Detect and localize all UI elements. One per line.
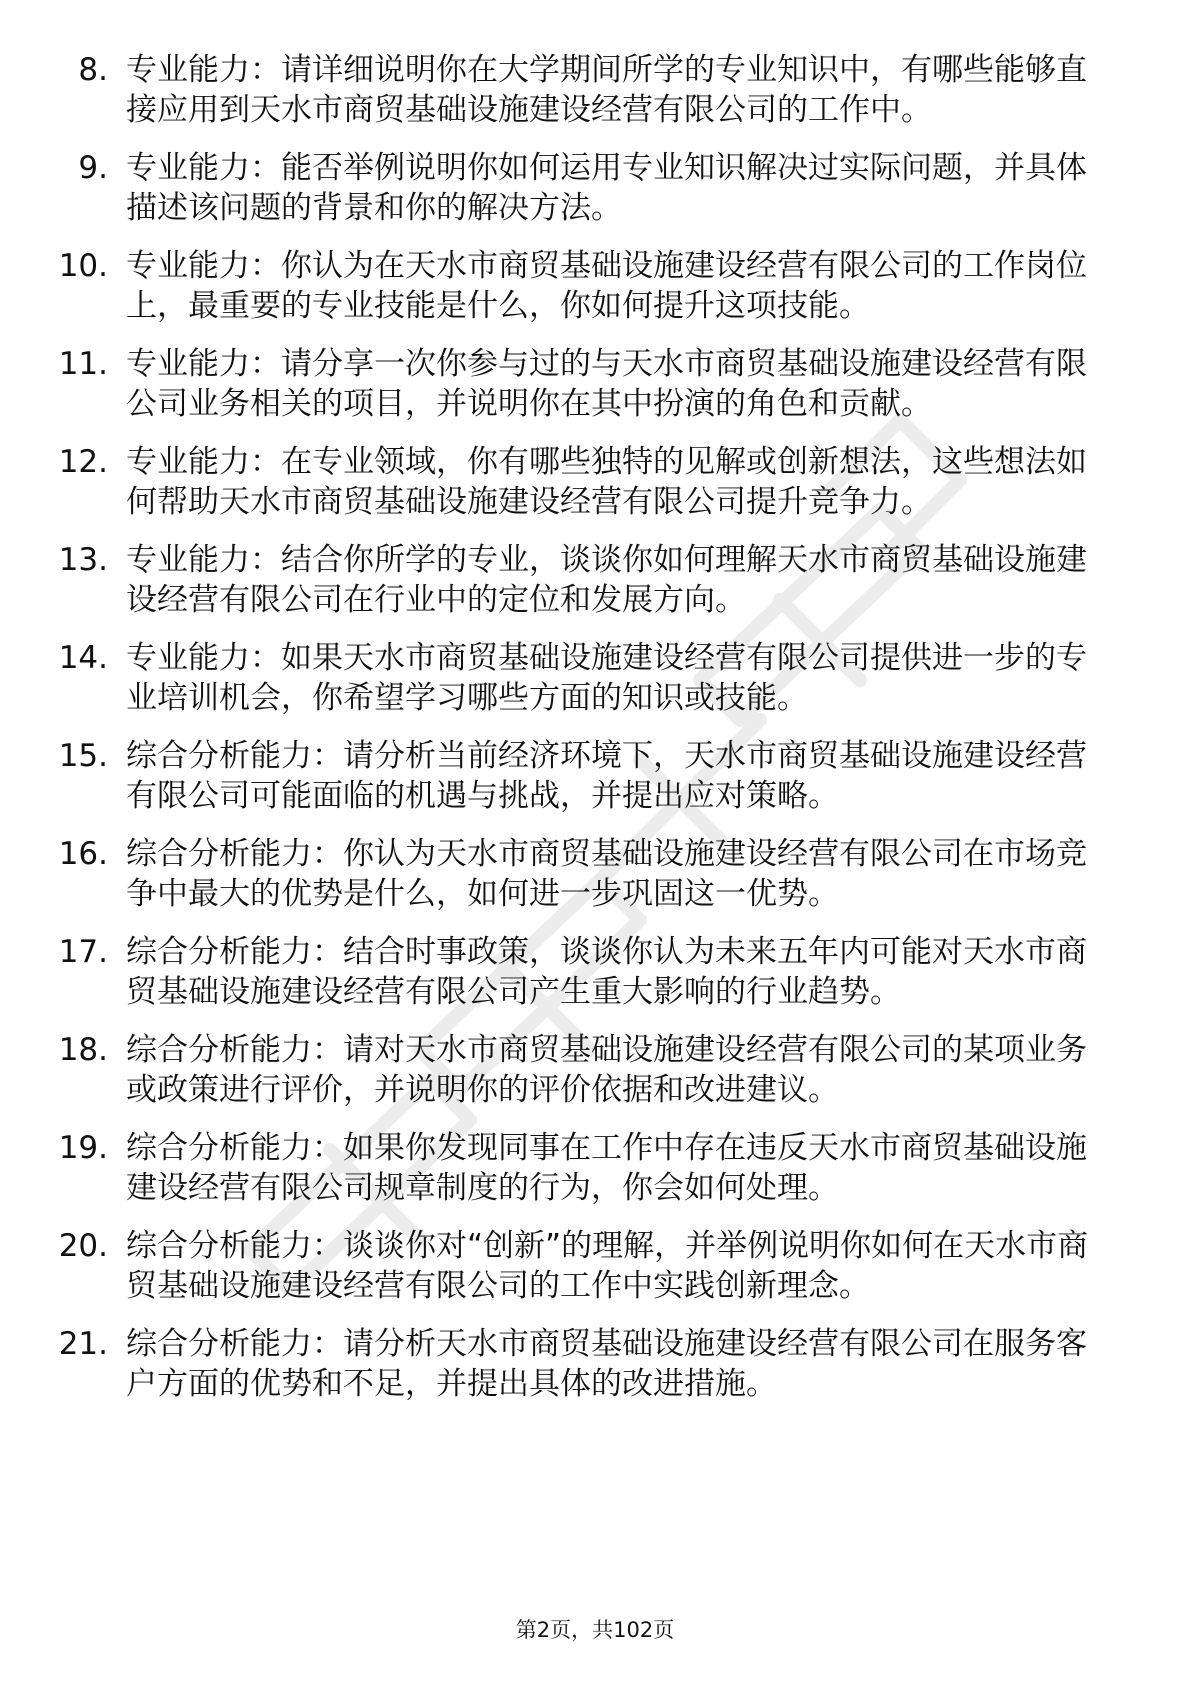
question-text: 综合分析能力：请分析天水市商贸基础设施建设经营有限公司在服务客户方面的优势和不足，并提出具体的改进措施。 bbox=[126, 1326, 1087, 1402]
page-footer: 第2页，共102页 bbox=[515, 1618, 675, 1642]
list-item bbox=[0, 932, 1190, 1012]
list-item bbox=[0, 344, 1190, 424]
question-text: 专业能力：能否举例说明你如何运用专业知识解决过实际问题，并具体描述该问题的背景和你的解决方法。 bbox=[126, 150, 1087, 226]
question-number: 13. bbox=[58, 542, 108, 578]
list-item bbox=[0, 1324, 1190, 1404]
question-list bbox=[0, 50, 1190, 1422]
list-item bbox=[0, 1226, 1190, 1306]
question-number: 17. bbox=[58, 934, 108, 970]
question-text: 专业能力：你认为在天水市商贸基础设施建设经营有限公司的工作岗位上，最重要的专业技能是什么，你如何提升这项技能。 bbox=[126, 248, 1087, 324]
question-text: 综合分析能力：如果你发现同事在工作中存在违反天水市商贸基础设施建设经营有限公司规章制度的行为，你会如何处理。 bbox=[126, 1130, 1087, 1206]
question-number: 21. bbox=[58, 1326, 108, 1362]
question-text: 综合分析能力：请对天水市商贸基础设施建设经营有限公司的某项业务或政策进行评价，并说明你的评价依据和改进建议。 bbox=[126, 1032, 1087, 1108]
list-item bbox=[0, 442, 1190, 522]
question-number: 11. bbox=[58, 346, 108, 382]
list-item bbox=[0, 50, 1190, 130]
list-item bbox=[0, 1030, 1190, 1110]
list-item bbox=[0, 1128, 1190, 1208]
question-text: 专业能力：在专业领域，你有哪些独特的见解或创新想法，这些想法如何帮助天水市商贸基础设施建设经营有限公司提升竞争力。 bbox=[126, 444, 1087, 520]
question-text: 综合分析能力：结合时事政策，谈谈你认为未来五年内可能对天水市商贸基础设施建设经营有限公司产生重大影响的行业趋势。 bbox=[126, 934, 1087, 1010]
question-number: 20. bbox=[58, 1228, 108, 1264]
question-text: 专业能力：请分享一次你参与过的与天水市商贸基础设施建设经营有限公司业务相关的项目，并说明你在其中扮演的角色和贡献。 bbox=[126, 346, 1087, 422]
list-item bbox=[0, 736, 1190, 816]
question-number: 9. bbox=[78, 150, 108, 186]
list-item bbox=[0, 540, 1190, 620]
list-item bbox=[0, 834, 1190, 914]
question-text: 专业能力：结合你所学的专业，谈谈你如何理解天水市商贸基础设施建设经营有限公司在行业中的定位和发展方向。 bbox=[126, 542, 1087, 618]
question-number: 15. bbox=[58, 738, 108, 774]
list-item bbox=[0, 148, 1190, 228]
question-number: 8. bbox=[78, 52, 108, 88]
question-text: 专业能力：请详细说明你在大学期间所学的专业知识中，有哪些能够直接应用到天水市商贸基础设施建设经营有限公司的工作中。 bbox=[126, 52, 1087, 128]
question-text: 综合分析能力：你认为天水市商贸基础设施建设经营有限公司在市场竞争中最大的优势是什么，如何进一步巩固这一优势。 bbox=[126, 836, 1087, 912]
question-number: 14. bbox=[58, 640, 108, 676]
question-text: 综合分析能力：请分析当前经济环境下，天水市商贸基础设施建设经营有限公司可能面临的机遇与挑战，并提出应对策略。 bbox=[126, 738, 1087, 814]
question-number: 12. bbox=[58, 444, 108, 480]
question-number: 19. bbox=[58, 1130, 108, 1166]
list-item bbox=[0, 246, 1190, 326]
question-text: 专业能力：如果天水市商贸基础设施建设经营有限公司提供进一步的专业培训机会，你希望学习哪些方面的知识或技能。 bbox=[126, 640, 1087, 716]
list-item bbox=[0, 638, 1190, 718]
question-number: 16. bbox=[58, 836, 108, 872]
question-text: 综合分析能力：谈谈你对“创新”的理解，并举例说明你如何在天水市商贸基础设施建设经营有限公司的工作中实践创新理念。 bbox=[126, 1228, 1089, 1304]
question-number: 18. bbox=[58, 1032, 108, 1068]
question-number: 10. bbox=[58, 248, 108, 284]
